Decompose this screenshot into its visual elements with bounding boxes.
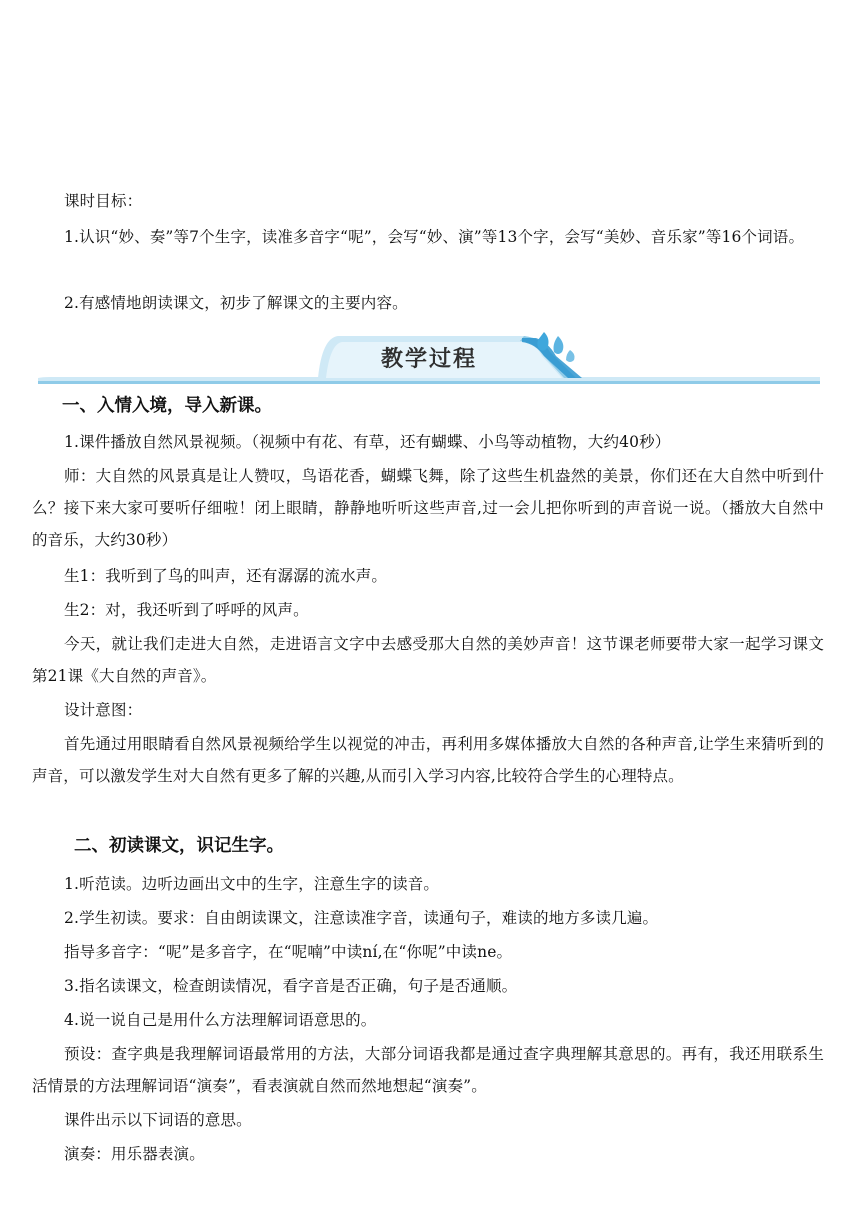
section2-heading: 二、初读课文，识记生字。: [74, 836, 284, 856]
objectives-heading: 课时目标：: [64, 192, 143, 210]
section-banner: [36, 328, 822, 386]
section2-paragraph: 3.指名读课文，检查朗读情况，看字音是否正确，句子是否通顺。: [64, 977, 518, 995]
section2-paragraph: 4.说一说自己是用什么方法理解词语意思的。: [64, 1011, 377, 1029]
design-intent-label: 设计意图：: [64, 701, 143, 719]
section2-paragraph: 演奏：用乐器表演。: [64, 1145, 205, 1163]
section1-paragraph: 1.课件播放自然风景视频。（视频中有花、有草，还有蝴蝶、小鸟等动植物，大约40秒）: [64, 433, 671, 451]
section1-paragraph: 生2：对，我还听到了呼呼的风声。: [64, 601, 309, 619]
section2-paragraph: 2.学生初读。要求：自由朗读课文，注意读准字音，读通句子，难读的地方多读几遍。: [64, 909, 659, 927]
section1-paragraph: 今天，就让我们走进大自然，走进语言文字中去感受那大自然的美妙声音！这节课老师要带大家一起学习课文第21课《大自然的声音》。: [32, 635, 824, 685]
section1-paragraph: 生1：我听到了鸟的叫声，还有潺潺的流水声。: [64, 567, 388, 585]
section2-paragraph: 预设：查字典是我理解词语最常用的方法，大部分词语我都是通过查字典理解其意思的。再有，我还用联系生活情景的方法理解词语“演奏”，看表演就自然而然地想起“演奏”。: [32, 1045, 824, 1095]
section2-paragraph: 指导多音字：“呢”是多音字，在“呢喃”中读ní,在“你呢”中读ne。: [64, 943, 513, 961]
design-intent-text: 首先通过用眼睛看自然风景视频给学生以视觉的冲击，再利用多媒体播放大自然的各种声音,让学生来猜听到的声音，可以激发学生对大自然有更多了解的兴趣,从而引入学习内容,比较符合学生的心理特点。: [32, 735, 824, 785]
banner-title: 教学过程: [380, 347, 477, 372]
objective-item-1: 1.认识“妙、奏”等7个生字，读准多音字“呢”，会写“妙、演”等13个字，会写“美妙、音乐家”等16个词语。: [64, 228, 805, 246]
section1-paragraph: 师：大自然的风景真是让人赞叹，鸟语花香，蝴蝶飞舞，除了这些生机盎然的美景，你们还在大自然中听到什么？接下来大家可要听仔细啦！闭上眼睛，静静地听听这些声音,过一会儿把你听到的声音说一说。（播放大自然中的音乐，大约30秒）: [32, 467, 824, 549]
section2-paragraph: 1.听范读。边听边画出文中的生字，注意生字的读音。: [64, 875, 440, 893]
objective-item-2: 2.有感情地朗读课文，初步了解课文的主要内容。: [64, 294, 408, 312]
section2-paragraph: 课件出示以下词语的意思。: [64, 1111, 252, 1129]
section1-heading: 一、入情入境，导入新课。: [62, 396, 272, 416]
